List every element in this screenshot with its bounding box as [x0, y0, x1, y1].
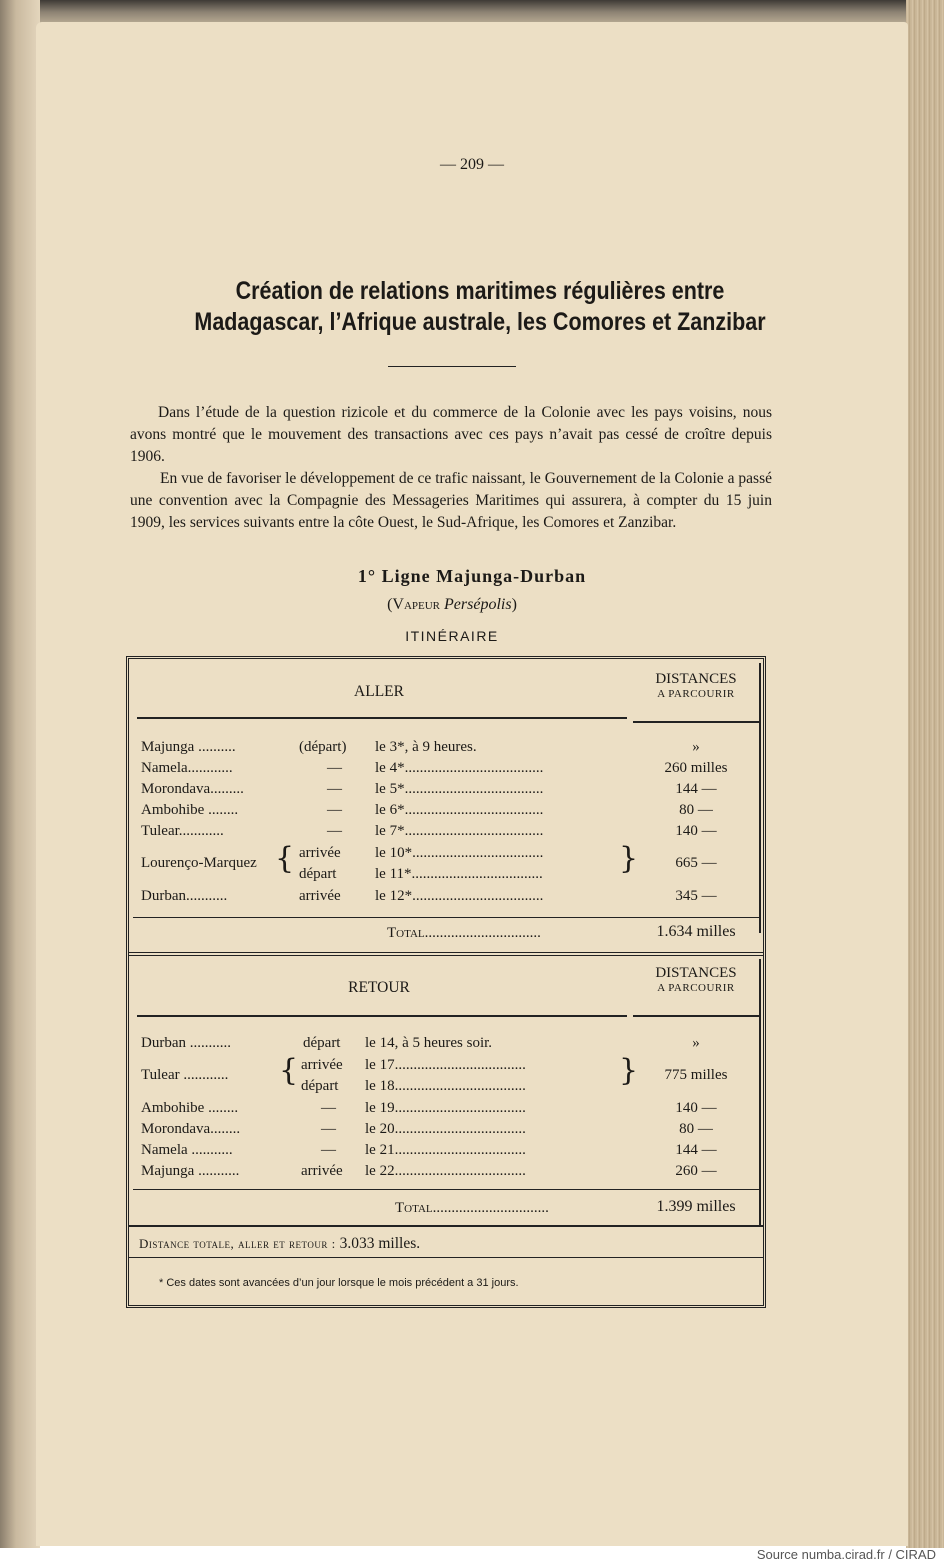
place: Ambohibe ........ — [141, 802, 239, 818]
action: arrivée — [299, 845, 341, 861]
title-line-1: Création de relations maritimes régulières entre — [235, 277, 725, 305]
date: le 7*..................................... — [375, 823, 544, 839]
action: départ — [301, 1078, 339, 1094]
header-rule — [633, 1015, 761, 1017]
itinerary-table — [126, 656, 766, 1308]
aller-header: ALLER — [354, 683, 404, 700]
place: Durban........... — [141, 888, 228, 904]
date: le 5*..................................... — [375, 781, 544, 797]
vapeur-label: Vapeur — [392, 596, 441, 613]
distance: » — [692, 739, 700, 755]
retour-total — [395, 1200, 549, 1217]
retour-total-value: 1.399 milles — [656, 1198, 736, 1215]
place: Namela............ — [141, 760, 233, 776]
date: le 18................................... — [365, 1078, 526, 1094]
a-parcourir-label: A PARCOURIR — [657, 688, 735, 700]
action: — — [321, 1142, 336, 1158]
paragraph-1: Dans l’étude de la question rizicole et du commerce de la Colonie avec les pays voisins, nous avons montré que le mouvement des transactions avec ces pays n’avait pas cessé de croître depuis 1906. — [130, 404, 772, 465]
total-label: Total — [395, 1200, 433, 1216]
action: arrivée — [301, 1057, 343, 1073]
place: Tulear ............ — [141, 1067, 229, 1083]
place: Durban ........... — [141, 1035, 231, 1051]
column-divider — [759, 959, 761, 1225]
total-rule — [133, 917, 759, 918]
date: le 4*..................................... — [375, 760, 544, 776]
section-heading: 1° Ligne Majunga-Durban — [357, 566, 587, 586]
footnote-rule — [129, 1257, 763, 1258]
book-left-edge — [0, 0, 40, 1548]
distance: 144 — — [675, 781, 717, 797]
date: le 22................................... — [365, 1163, 526, 1179]
place: Namela ........... — [141, 1142, 233, 1158]
page-title — [153, 276, 807, 338]
vapeur-name: Persépolis — [444, 596, 512, 613]
date: le 10*................................... — [375, 845, 544, 861]
intro-text — [130, 402, 772, 534]
distance: 140 — — [675, 823, 717, 839]
distance: 144 — — [675, 1142, 717, 1158]
date: le 11*................................... — [375, 866, 543, 882]
action: arrivée — [299, 888, 341, 904]
date: le 21................................... — [365, 1142, 526, 1158]
action: départ — [299, 866, 337, 882]
action: — — [327, 802, 342, 818]
header-rule — [137, 1015, 627, 1017]
place: Morondava........ — [141, 1121, 241, 1137]
action: arrivée — [301, 1163, 343, 1179]
total-dots: ............................... — [432, 1200, 549, 1216]
header-rule — [633, 721, 761, 723]
distance: 80 — — [679, 802, 713, 818]
distance: » — [692, 1035, 700, 1051]
left-brace: { — [279, 1053, 299, 1088]
total-dots: ............................... — [424, 925, 541, 941]
paragraph-2: En vue de favoriser le développement de ce trafic naissant, le Gouvernement de la Colonie a passé une convention avec la Compagnie des Messageries Maritimes qui assurera, à compter du 15 juin 1909, les services suivants entre la côte Ouest, le Sud-Afrique, les Comores et Zanzibar. — [130, 470, 772, 531]
title-rule — [388, 366, 516, 367]
date: le 3*, à 9 heures. — [375, 739, 477, 755]
place: Ambohibe ........ — [141, 1100, 239, 1116]
place: Tulear............ — [141, 823, 224, 839]
distance: 260 — — [675, 1163, 717, 1179]
place: Majunga ........... — [141, 1163, 240, 1179]
date: le 17................................... — [365, 1057, 526, 1073]
left-brace: { — [275, 841, 295, 876]
distance: 80 — — [679, 1121, 713, 1137]
distances-label: DISTANCES — [655, 671, 737, 687]
date: le 12*................................... — [375, 888, 544, 904]
distance: 260 milles — [664, 760, 728, 776]
distance-totale-rule — [129, 1225, 763, 1227]
vapeur-line: (Vapeur Persépolis) — [387, 596, 517, 613]
source-credit: Source numba.cirad.fr / CIRAD — [756, 1547, 936, 1562]
distance: 665 — — [675, 855, 717, 871]
title-line-2: Madagascar, l’Afrique australe, les Comores et Zanzibar — [194, 308, 766, 336]
distance-totale-label: Distance totale, aller et retour : — [139, 1236, 336, 1251]
action: (départ) — [299, 739, 347, 755]
action: — — [327, 781, 342, 797]
section-rule — [129, 952, 763, 956]
retour-header: RETOUR — [348, 979, 410, 996]
header-rule — [137, 717, 627, 719]
place: Lourenço-Marquez — [141, 855, 257, 871]
book-page-edges — [906, 0, 944, 1548]
total-label: Total — [387, 925, 425, 941]
action: — — [321, 1100, 336, 1116]
distance-totale — [139, 1235, 420, 1253]
date: le 19................................... — [365, 1100, 526, 1116]
a-parcourir-label: A PARCOURIR — [657, 982, 735, 994]
action: — — [327, 760, 342, 776]
aller-distance-header — [629, 671, 763, 700]
right-brace: } — [619, 1053, 639, 1088]
total-rule — [133, 1189, 759, 1190]
action: départ — [303, 1035, 341, 1051]
date: le 20................................... — [365, 1121, 526, 1137]
aller-total-value: 1.634 milles — [656, 923, 736, 940]
right-brace: } — [619, 841, 639, 876]
footnote: * Ces dates sont avancées d’un jour lorsque le mois précédent a 31 jours. — [159, 1277, 519, 1289]
aller-total — [387, 925, 541, 942]
retour-distance-header — [629, 965, 763, 994]
action: — — [327, 823, 342, 839]
itineraire-heading: ITINÉRAIRE — [405, 628, 499, 644]
distances-label: DISTANCES — [655, 965, 737, 981]
date: le 6*..................................... — [375, 802, 544, 818]
distance: 775 milles — [664, 1067, 728, 1083]
place: Majunga .......... — [141, 739, 236, 755]
action: — — [321, 1121, 336, 1137]
distance: 345 — — [675, 888, 717, 904]
date: le 14, à 5 heures soir. — [365, 1035, 493, 1051]
place: Morondava......... — [141, 781, 244, 797]
distance: 140 — — [675, 1100, 717, 1116]
distance-totale-value: 3.033 milles. — [339, 1235, 421, 1252]
page-number: — 209 — — [440, 156, 504, 173]
